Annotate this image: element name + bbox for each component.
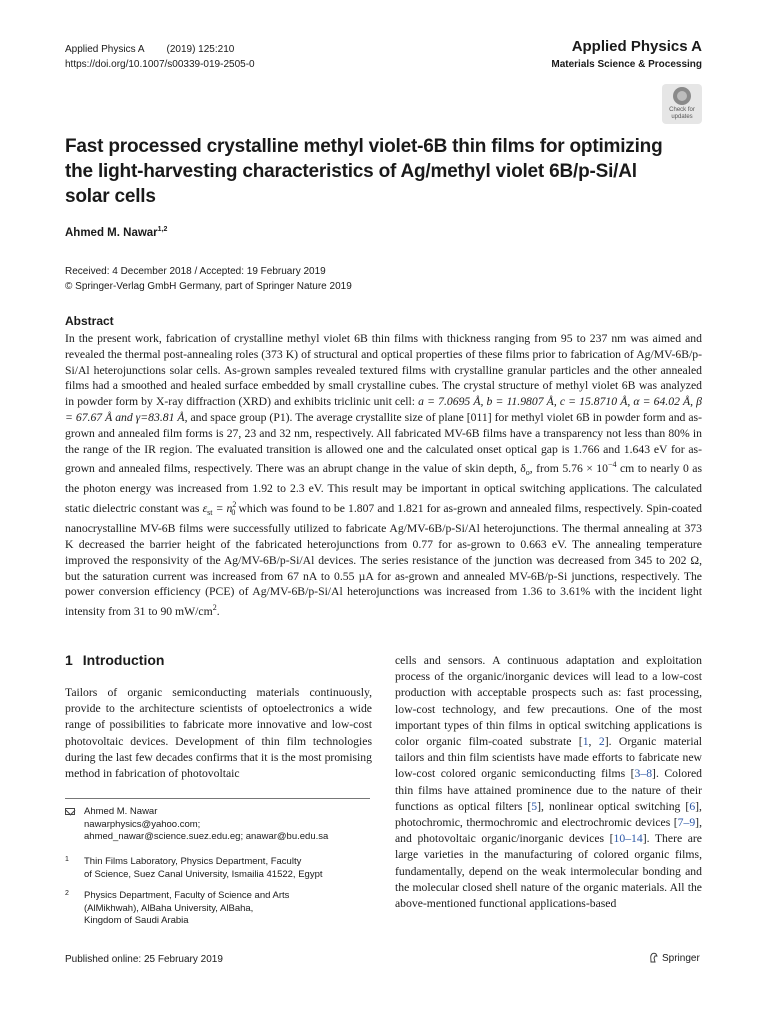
publisher-logo: Springer <box>649 952 700 964</box>
author-name: Ahmed M. Nawar$^{1,2}$ <box>65 226 168 239</box>
footnote-divider <box>65 798 370 799</box>
volume-info: (2019) 125:210 <box>166 44 235 55</box>
abstract-text: In the present work, fabrication of crystalline methyl violet 6B thin films with thickness ranging from 95 to 237 nm was aimed and revealed the thermal post-annealing roles (373 K) of structural and optical properties of these films prior to fabrication of Ag/MV-6B/p-Si/Al heterojunctions solar cells. As-grown samples revealed textured films with crystalline granular particles and the other annealed films had a smoothed and healed surface embedded by small crystalline cubes. The crystal structure of methyl violet 6B was analyzed in powder form by X-ray diffraction (XRD) and exhibits triclinic unit cell: a = 7.0695 Å, b = 11.9807 Å, c = 15.8710 Å, α = 64.02 Å, β = 67.67 Å and γ=83.81 Å, and space group (P1). The average crystallite size of plane [011] for methyl violet 6B in powder form and as-grown and annealed film forms is 27, 23 and 32 nm, respectively. All fabricated MV-6B films have a transparency not less than 80% in the range of the IR region. The evaluated transition is allowed one and the calculated onset optical gap is 1.766 and 1.643 eV for as-grown and annealed films, respectively. There was an abrupt change in the value of skin depth, $\delta_o$, from $5.76 \times 10^{-4}$ cm to nearly 0 as the photon energy was increased from 1.92 to 2.3 eV. This result may be important in optical switching applications. The calculated static dielectric constant was $\varepsilon_{st} = n^2_0$ which was found to be 1.807 and 1.821 for as-grown and annealed films, respectively. Spin-coated nanocrystalline MV-6B films were successfully utilized to fabricate Ag/MV-6B/p-Si/Al heterojunctions. The thermal annealing at 373 K decreased the barrier height of the fabricated heterojunctions from 0.77 for as-grown to 0.663 eV. The annealing temperature improved the responsivity of the Ag/MV-6B/p-Si/Al devices. The series resistance of the junction was decreased from 345 to 202 Ω, but the saturation current was increased from 67 nA to 0.55 µA for as-grown and annealed MV-6B/p-Si junctions, respectively. The power conversion efficiency (PCE) of Ag/MV-6B/p-Si/Al heterojunctions was increased from 1.36 to 3.61% with the incident light intensity from 31 to 90 $mW/cm^2$. <box>65 332 703 619</box>
citation-link[interactable]: 2 <box>598 735 605 749</box>
doi-link[interactable]: https://doi.org/10.1007/s00339-019-2505-0 <box>65 59 255 70</box>
citation-link[interactable]: 3–8 <box>634 767 653 781</box>
published-online-date: Published online: 25 February 2019 <box>65 954 223 965</box>
journal-citation: Applied Physics A <box>65 44 145 55</box>
journal-name: Applied Physics A <box>571 38 702 55</box>
citation-link[interactable]: 7–9 <box>677 816 696 830</box>
check-updates-icon <box>673 87 691 105</box>
section-heading-introduction: 1 Introduction <box>65 652 165 668</box>
intro-paragraph-right: cells and sensors. A continuous adaptation and exploitation process of the organic/inorganic devices will lead to a low-cost production with acceptable prospects such as: fast processing, low-cost technology, and few precautions. One of the most important types of thin films in optical switching applications is color organic film-coated substrate [1, 2]. Organic material tailors and thin film scientists have made efforts to fabricate new low-cost colored organic semiconducting films [3–8]. Colored thin films have attained prominence due to the nature of their functions as optical filters [5], nonlinear optical switching [6], photochromic, thermochromic and electrochromic devices [7–9], and photovoltaic organic/inorganic devices [10–14]. There are large varieties in the manufacturing of colored organic films, fundamentally, depend on the weak intermolecular bonding and the molecular closed shell nature of the organic materials. All the above-mentioned functional applications-based <box>395 654 703 911</box>
email-link[interactable]: nawarphysics@yahoo.com; <box>84 818 201 830</box>
journal-subtitle: Materials Science & Processing <box>551 59 702 70</box>
article-title: Fast processed crystalline methyl violet-6B thin films for optimizing the light-harvesting characteristics of Ag/methyl violet 6B/p-Si/Al solar cells <box>65 136 663 207</box>
received-accepted-dates: Received: 4 December 2018 / Accepted: 19 February 2019 <box>65 266 326 277</box>
citation-link[interactable]: 1 <box>582 735 589 749</box>
running-header <box>65 42 255 72</box>
check-for-updates-button[interactable]: Check for updates <box>662 84 702 124</box>
article-history <box>65 264 352 294</box>
citation-link[interactable]: 10–14 <box>613 832 643 846</box>
envelope-icon <box>65 808 75 815</box>
springer-horse-icon <box>649 952 658 963</box>
citation-link[interactable]: 6 <box>689 799 696 813</box>
journal-logo <box>551 38 702 72</box>
citation-link[interactable]: 5 <box>531 799 538 813</box>
abstract-heading: Abstract <box>65 314 114 328</box>
intro-paragraph-left: Tailors of organic semiconducting materials continuously, provide to the architecture scientists of optoelectronics a wide range of possibilities to fabricate more innovative and low-cost photovoltaic devices. Development of thin film technologies during the last few decades confirms that it is the most promising method in fabrication of photovoltaic <box>65 686 372 781</box>
email-link[interactable]: ahmed_nawar@science.suez.edu.eg; anawar@bu.edu.sa <box>84 831 329 843</box>
copyright-line: © Springer-Verlag GmbH Germany, part of Springer Nature 2019 <box>65 281 352 292</box>
